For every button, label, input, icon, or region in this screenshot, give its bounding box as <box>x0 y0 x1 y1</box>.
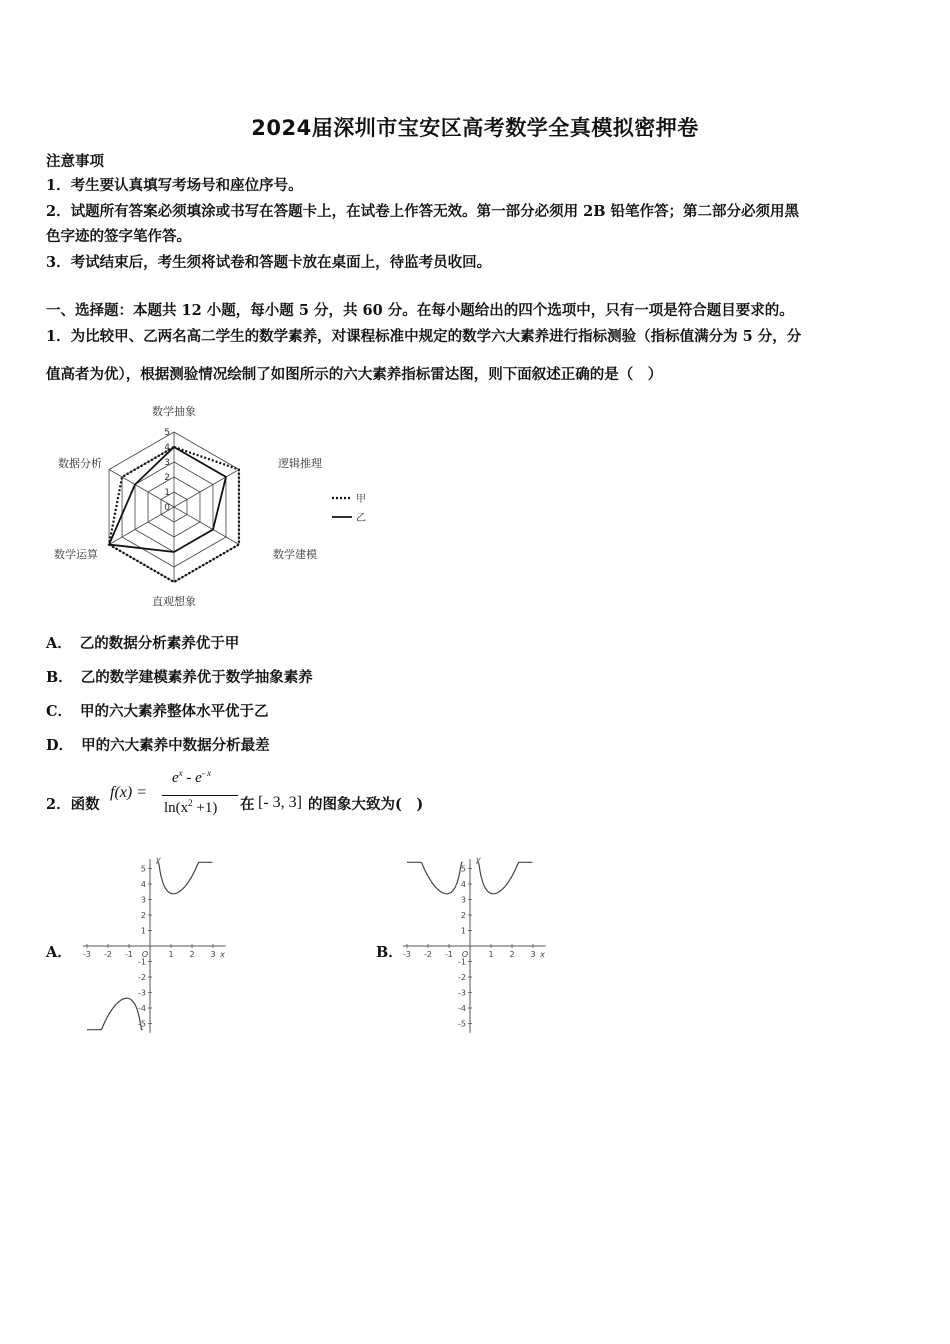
question-2 <box>46 768 646 824</box>
y-tick-label: -5 <box>458 1019 466 1029</box>
x-tick-label: x <box>540 950 545 959</box>
q1-option-c[interactable] <box>46 700 269 721</box>
notice-item-2-cont: 色字迹的签字笔作答。 <box>46 228 191 245</box>
q2-prefix: 2．函数 <box>46 796 100 813</box>
y-tick-label: 4 <box>460 880 466 889</box>
q1-option-b[interactable] <box>46 666 313 687</box>
radar-spoke <box>174 470 239 508</box>
radar-labels <box>54 404 322 608</box>
y-tick-label: -2 <box>458 973 466 982</box>
q2-denominator: $\ln(x^2 +1)$ <box>164 798 218 816</box>
curve-left <box>87 998 143 1029</box>
y-tick-label: 3 <box>460 895 466 905</box>
x-tick-label: 2 <box>509 950 515 959</box>
option-text: 乙的数据分析素养优于甲 <box>79 635 240 652</box>
y-tick-label: -4 <box>138 1004 146 1013</box>
y-tick-label: -1 <box>138 957 146 967</box>
x-tick-label: -1 <box>445 950 453 959</box>
page-title: 2024届深圳市宝安区高考数学全真模拟密押卷 <box>251 116 699 140</box>
option-label: A． <box>46 635 72 652</box>
option-label: D． <box>46 737 74 754</box>
curve-right <box>157 862 213 894</box>
x-tick-label: -2 <box>104 950 112 959</box>
question-1-line1: 1．为比较甲、乙两名高二学生的数学素养，对课程标准中规定的数学六大素养进行指标测验（指标值满分为 5 分，分 <box>46 328 802 345</box>
option-label: C． <box>46 703 73 720</box>
section-heading: 一、选择题：本题共 12 小题，每小题 5 分，共 60 分。在每小题给出的四个选项中，只有一项是符合题目要求的。 <box>46 302 794 319</box>
y-tick-label: 5 <box>460 864 466 874</box>
x-tick-label: 1 <box>168 950 174 959</box>
curve-right <box>477 862 533 894</box>
y-tick-label: 5 <box>140 864 146 874</box>
question-1-line2: 值高者为优），根据测验情况绘制了如图所示的六大素养指标雷达图，则下面叙述正确的是（ ） <box>46 366 663 383</box>
radar-tick: 5 <box>164 428 170 438</box>
radar-tick: 1 <box>164 488 170 498</box>
option-label: B． <box>46 669 73 686</box>
radar-tick: 2 <box>164 473 170 483</box>
notice-item-1: 1．考生要认真填写考场号和座位序号。 <box>46 177 303 194</box>
y-tick-label: 1 <box>140 926 146 936</box>
y-tick-label: 1 <box>460 926 466 936</box>
radar-tick: 0 <box>164 503 170 513</box>
x-tick-label: -2 <box>424 950 432 959</box>
q2-fx: f(x) = <box>110 784 147 801</box>
radar-tick: 3 <box>164 458 170 468</box>
q1-option-a[interactable] <box>46 632 239 653</box>
x-tick-label: 1 <box>488 950 494 959</box>
y-tick-label: -4 <box>458 1004 466 1013</box>
y-tick-label: -5 <box>138 1019 146 1029</box>
x-tick-label: -3 <box>403 950 411 959</box>
x-tick-label: 3 <box>210 950 216 959</box>
q2-interval: [- 3, 3] <box>258 794 302 811</box>
q2-numerator: $e^x - e^{- x}$ <box>172 768 212 786</box>
q2-option-a-label[interactable]: A． <box>46 944 72 961</box>
x-tick-label: -3 <box>83 950 91 959</box>
x-tick-label: 3 <box>530 950 536 959</box>
radar-ticks <box>164 428 170 513</box>
legend-label: 甲 <box>356 494 366 505</box>
notice-item-2: 2．试题所有答案必须填涂或书写在答题卡上，在试卷上作答无效。第一部分必须用 2B 铅笔作答；第二部分必须用黑 <box>46 203 800 220</box>
option-text: 甲的六大素养中数据分析最差 <box>81 737 270 754</box>
q2-option-b-label[interactable]: B． <box>376 944 403 961</box>
radar-grid <box>109 432 239 582</box>
fraction-bar <box>162 795 238 796</box>
notice-item-3: 3．考试结束后，考生须将试卷和答题卡放在桌面上，待监考员收回。 <box>46 254 492 271</box>
radar-axis-label: 数据分析 <box>58 457 102 470</box>
x-tick-label: O <box>461 950 469 959</box>
radar-legend <box>332 493 366 524</box>
option-text: 甲的六大素养整体水平优于乙 <box>80 703 269 720</box>
q1-option-d[interactable] <box>46 734 270 755</box>
notice-heading: 注意事项 <box>46 153 104 170</box>
x-tick-label: -1 <box>125 950 133 959</box>
radar-tick: 4 <box>164 443 170 453</box>
y-tick-label: -2 <box>138 973 146 982</box>
y-tick-label: -3 <box>458 988 466 998</box>
x-tick-label: O <box>141 950 149 959</box>
q2-mid: 在 <box>240 796 255 813</box>
radar-axis-label: 数学运算 <box>54 548 98 561</box>
y-tick-label: 2 <box>460 911 466 920</box>
y-tick-label: -3 <box>138 988 146 998</box>
radar-chart <box>40 398 380 613</box>
option-text: 乙的数学建模素养优于数学抽象素养 <box>80 669 313 686</box>
radar-axis-label: 逻辑推理 <box>278 457 322 470</box>
x-tick-label: 2 <box>189 950 195 959</box>
graph-option-a <box>80 850 240 1040</box>
radar-spoke <box>174 507 239 545</box>
x-tick-label: x <box>220 950 225 959</box>
legend-label: 乙 <box>356 513 366 524</box>
y-tick-label: 3 <box>140 895 146 905</box>
radar-axis-label: 数学建模 <box>273 548 317 561</box>
radar-axis-label: 直观想象 <box>152 595 196 608</box>
y-tick-label: 2 <box>140 911 146 920</box>
radar-axis-label: 数学抽象 <box>152 405 196 418</box>
y-tick-label: 4 <box>140 880 146 889</box>
y-tick-label: -1 <box>458 957 466 967</box>
y-tick-label: y <box>156 855 161 865</box>
graph-option-b <box>400 850 560 1040</box>
q2-suffix: 的图象大致为( ) <box>308 796 424 813</box>
curve-left <box>407 862 463 894</box>
y-tick-label: y <box>476 855 481 865</box>
